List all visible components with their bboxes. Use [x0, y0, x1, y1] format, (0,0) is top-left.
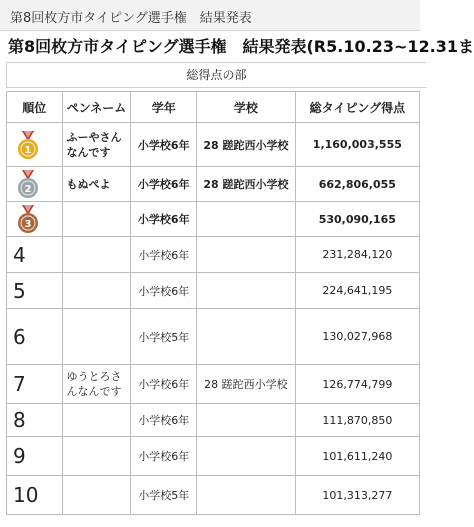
- score-cell: 101,611,240: [295, 437, 419, 476]
- school-cell: [197, 309, 296, 365]
- rank-cell: [7, 202, 63, 237]
- table-row: [7, 437, 420, 476]
- rank-number: 7: [13, 372, 26, 396]
- rank-cell: [7, 237, 63, 273]
- penname-cell: [62, 237, 131, 273]
- school-cell: 28 蹉跎西小学校: [197, 365, 296, 404]
- table-row: [7, 123, 420, 167]
- school-cell: [197, 273, 296, 309]
- school-cell: [197, 437, 296, 476]
- rank-number: 8: [13, 408, 26, 432]
- grade-cell: 小学校6年: [131, 404, 197, 437]
- score-cell: 111,870,850: [295, 404, 419, 437]
- rank-number: 5: [13, 278, 26, 303]
- score-cell: 662,806,055: [295, 167, 419, 202]
- rank-cell: [7, 273, 63, 309]
- penname-cell: もぬぺよ: [62, 167, 131, 202]
- table-row: [7, 237, 420, 273]
- score-cell: 101,313,277: [295, 476, 419, 515]
- header-grade: 学年: [131, 92, 197, 123]
- rank-cell: [7, 167, 63, 202]
- gold-medal-icon: [13, 130, 43, 160]
- school-cell: [197, 237, 296, 273]
- table-row: [7, 273, 420, 309]
- school-cell: 28 蹉跎西小学校: [197, 167, 296, 202]
- score-cell: 231,284,120: [295, 237, 419, 273]
- table-row: [7, 167, 420, 202]
- grade-cell: 小学校6年: [131, 202, 197, 237]
- page-title: 第8回枚方市タイピング選手権 結果発表(R5.10.23~12.31ま: [8, 37, 474, 56]
- school-cell: 28 蹉跎西小学校: [197, 123, 296, 167]
- table-row: [7, 476, 420, 515]
- table-row: [7, 365, 420, 404]
- school-cell: [197, 476, 296, 515]
- silver-medal-icon: [13, 169, 43, 199]
- rank-cell: [7, 123, 63, 167]
- penname-cell: [62, 437, 131, 476]
- school-cell: [197, 202, 296, 237]
- penname-cell: [62, 273, 131, 309]
- table-body: [7, 123, 420, 515]
- penname-cell: [62, 202, 131, 237]
- rank-number: 4: [13, 242, 26, 267]
- section-label: 総得点の部: [6, 62, 426, 88]
- table-header-row: [7, 92, 420, 123]
- penname-cell: [62, 309, 131, 365]
- results-table: [6, 91, 420, 515]
- svg-text:3: 3: [24, 219, 32, 230]
- rank-number: 10: [13, 483, 39, 507]
- score-cell: 1,160,003,555: [295, 123, 419, 167]
- table-row: [7, 404, 420, 437]
- rank-number: 6: [13, 324, 26, 349]
- header-rank: 順位: [7, 92, 63, 123]
- penname-cell: ゆうとろさんなんです: [62, 365, 131, 404]
- rank-cell: [7, 476, 63, 515]
- penname-cell: [62, 404, 131, 437]
- rank-number: 9: [13, 444, 26, 468]
- school-cell: [197, 404, 296, 437]
- table-row: [7, 309, 420, 365]
- rank-cell: [7, 404, 63, 437]
- header-penname: ペンネーム: [62, 92, 131, 123]
- grade-cell: 小学校5年: [131, 309, 197, 365]
- grade-cell: 小学校6年: [131, 237, 197, 273]
- grade-cell: 小学校6年: [131, 437, 197, 476]
- browser-tab-title[interactable]: 第8回枚方市タイピング選手権 結果発表: [10, 11, 252, 26]
- penname-cell: [62, 476, 131, 515]
- score-cell: 130,027,968: [295, 309, 419, 365]
- grade-cell: 小学校6年: [131, 365, 197, 404]
- table-row: [7, 202, 420, 237]
- bronze-medal-icon: [13, 204, 43, 234]
- svg-text:1: 1: [24, 144, 32, 156]
- score-cell: 224,641,195: [295, 273, 419, 309]
- rank-cell: [7, 365, 63, 404]
- rank-cell: [7, 437, 63, 476]
- header-score: 総タイピング得点: [295, 92, 419, 123]
- grade-cell: 小学校6年: [131, 167, 197, 202]
- grade-cell: 小学校6年: [131, 273, 197, 309]
- browser-tab-bar: [0, 0, 420, 31]
- grade-cell: 小学校6年: [131, 123, 197, 167]
- penname-cell: ふーやさんなんです: [62, 123, 131, 167]
- score-cell: 126,774,799: [295, 365, 419, 404]
- header-school: 学校: [197, 92, 296, 123]
- rank-cell: [7, 309, 63, 365]
- grade-cell: 小学校5年: [131, 476, 197, 515]
- svg-text:2: 2: [24, 184, 32, 195]
- score-cell: 530,090,165: [295, 202, 419, 237]
